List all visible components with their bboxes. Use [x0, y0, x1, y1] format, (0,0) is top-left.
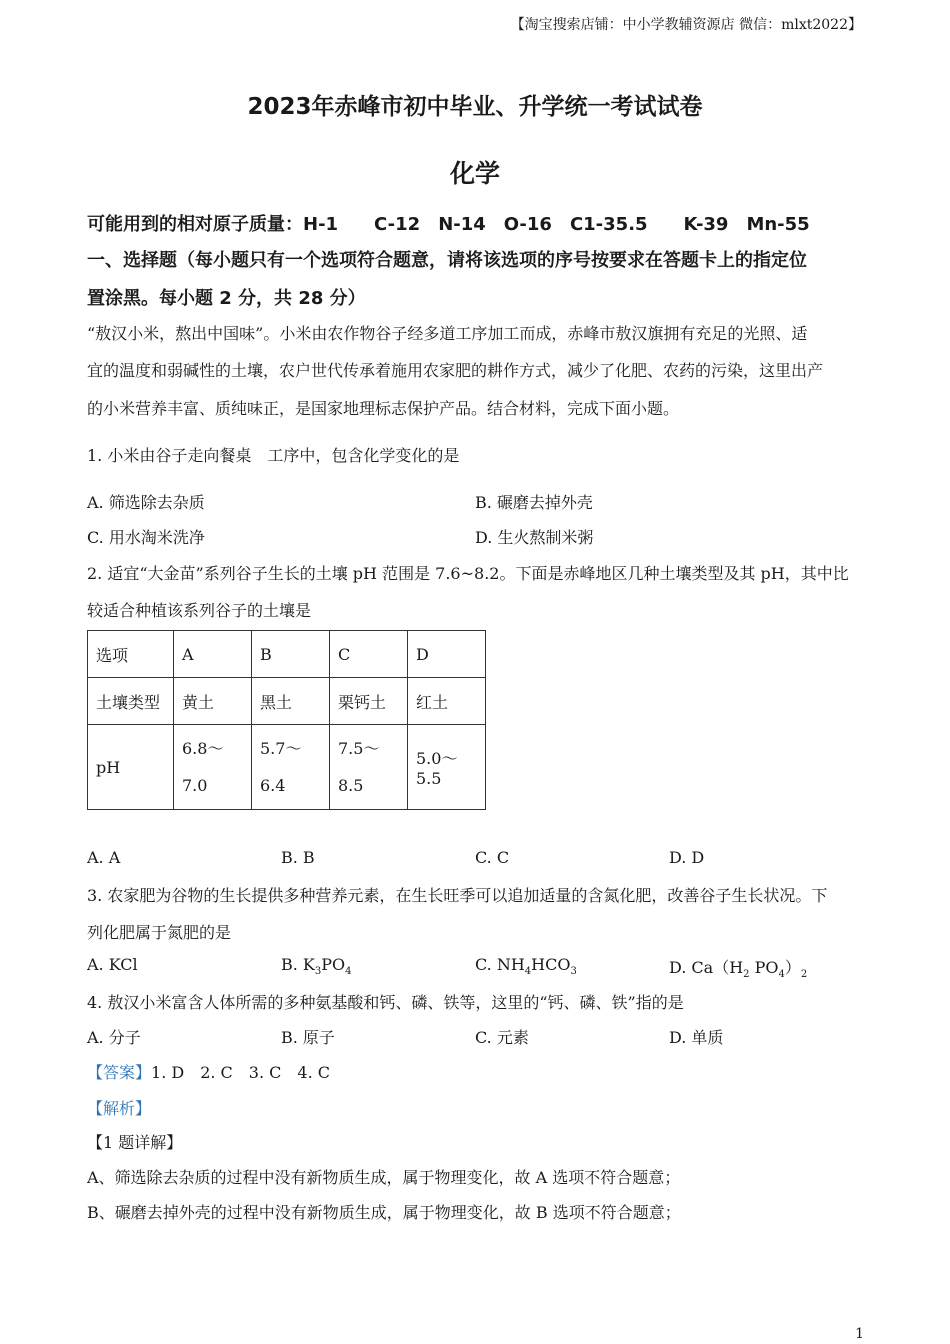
formula-part: PO: [749, 958, 779, 977]
ph-range-end: 8.5: [338, 776, 364, 795]
table-cell: [252, 725, 330, 810]
subscript: 4: [778, 969, 785, 981]
q2-option-b: B. B: [281, 848, 315, 867]
passage-line-2: 宜的温度和弱碱性的土壤，农户世代传承着施用农家肥的耕作方式，减少了化肥、农药的污染，这里出产: [87, 361, 824, 380]
table-cell: 黑土: [252, 678, 330, 725]
formula-part: HCO: [531, 955, 571, 974]
ph-range-start: 7.5～: [338, 739, 380, 758]
table-cell: 土壤类型: [88, 678, 174, 725]
subscript: 3: [570, 966, 577, 978]
table-row: [88, 678, 486, 725]
table-row: [88, 725, 486, 810]
table-cell: A: [174, 631, 252, 678]
section-heading-line1: 一、选择题（每小题只有一个选项符合题意，请将该选项的序号按要求在答题卡上的指定位: [87, 250, 807, 271]
analysis-label: 【解析】: [87, 1099, 152, 1118]
subscript: 3: [314, 966, 322, 978]
passage-line-3: 的小米营养丰富、质纯味正，是国家地理标志保护产品。结合材料，完成下面小题。: [87, 399, 680, 418]
atomic-mass-line: 可能用到的相对原子质量：H-1 C-12 N-14 O-16 C1-35.5 K-39 Mn-55: [87, 214, 810, 235]
table-cell: 黄土: [174, 678, 252, 725]
question-1-stem: 1. 小米由谷子走向餐桌 工序中，包含化学变化的是: [87, 446, 460, 465]
question-4-stem: 4. 敖汉小米富含人体所需的多种氨基酸和钙、磷、铁等，这里的“钙、磷、铁”指的是: [87, 993, 684, 1012]
subscript: 4: [524, 966, 532, 978]
q4-option-d: D. 单质: [669, 1028, 724, 1047]
detail-line-2: B、碾磨去掉外壳的过程中没有新物质生成，属于物理变化，故 B 选项不符合题意；: [87, 1203, 681, 1222]
table-cell: [174, 725, 252, 810]
page-number: 1: [855, 1326, 864, 1342]
q3-option-d: [669, 955, 807, 980]
q2-option-c: C. C: [475, 848, 510, 867]
subscript: 2: [743, 969, 750, 981]
formula-part: B. K: [281, 955, 315, 974]
subject-title: 化学: [449, 159, 500, 188]
passage-line-1: “敖汉小米，熬出中国味”。小米由农作物谷子经多道工序加工而成，赤峰市敖汉旗拥有充足的光照、适: [87, 324, 808, 343]
question-3-stem-line1: 3. 农家肥为谷物的生长提供多种营养元素，在生长旺季可以追加适量的含氮化肥，改善谷子生长状况。下: [87, 886, 828, 905]
table-cell: pH: [88, 725, 174, 810]
q2-option-a: A. A: [87, 848, 121, 867]
question-2-stem-line1: 2. 适宜“大金苗”系列谷子生长的土壤 pH 范围是 7.6~8.2。下面是赤峰地区几种土壤类型及其 pH，其中比: [87, 564, 849, 583]
formula-part: C. NH: [475, 955, 525, 974]
formula-part: PO: [321, 955, 346, 974]
q4-option-b: B. 原子: [281, 1028, 335, 1047]
ph-range-end: 6.4: [260, 776, 286, 795]
answer-label: 【答案】: [87, 1063, 152, 1082]
subscript: 4: [345, 966, 352, 978]
formula-part: D. Ca（H: [669, 958, 744, 977]
table-cell: B: [252, 631, 330, 678]
detail-line-1: A、筛选除去杂质的过程中没有新物质生成，属于物理变化，故 A 选项不符合题意；: [87, 1168, 681, 1187]
answer-text: 1. D 2. C 3. C 4. C: [151, 1063, 330, 1082]
subscript: 2: [800, 969, 808, 981]
table-header-row: [88, 631, 486, 678]
header-note: 【淘宝搜索店铺：中小学教辅资源店 微信：mlxt2022】: [510, 17, 862, 33]
ph-range-start: 6.8～: [182, 739, 224, 758]
section-heading-line2: 置涂黑。每小题 2 分，共 28 分）: [87, 288, 366, 309]
formula-part: ）: [784, 958, 801, 977]
question-2-stem-line2: 较适合种植该系列谷子的土壤是: [87, 601, 312, 620]
ph-range-end: 7.0: [182, 776, 208, 795]
table-cell: 5.0～5.5: [408, 725, 486, 810]
q1-option-b: B. 碾磨去掉外壳: [475, 493, 593, 512]
ph-range-start: 5.7～: [260, 739, 302, 758]
q4-option-c: C. 元素: [475, 1028, 529, 1047]
table-cell: [330, 725, 408, 810]
detail-label: 【1 题详解】: [87, 1133, 183, 1152]
q1-option-d: D. 生火熬制米粥: [475, 528, 594, 547]
q3-option-a: A. KCl: [87, 955, 138, 974]
table-cell: 栗钙土: [330, 678, 408, 725]
table-cell: D: [408, 631, 486, 678]
table-cell: 选项: [88, 631, 174, 678]
answer-line: [87, 1060, 330, 1083]
q3-option-b: [281, 955, 352, 977]
table-cell: 红土: [408, 678, 486, 725]
q2-option-d: D. D: [669, 848, 705, 867]
q1-option-c: C. 用水淘米洗净: [87, 528, 205, 547]
exam-title: 2023年赤峰市初中毕业、升学统一考试试卷: [247, 94, 703, 120]
q3-option-c: [475, 955, 577, 977]
q4-option-a: A. 分子: [87, 1028, 141, 1047]
table-cell: C: [330, 631, 408, 678]
q1-option-a: A. 筛选除去杂质: [87, 493, 205, 512]
question-3-stem-line2: 列化肥属于氮肥的是: [87, 923, 232, 942]
soil-ph-table: [87, 630, 486, 810]
